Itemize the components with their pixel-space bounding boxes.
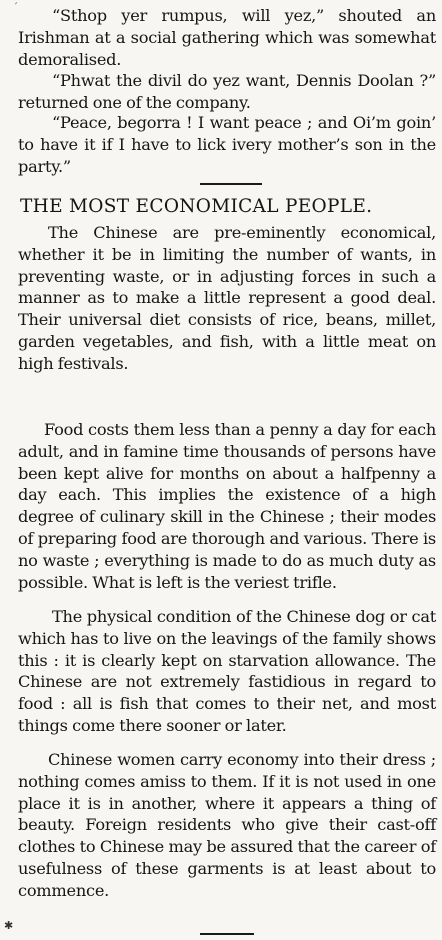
edge-tick-mark: ′: [15, 2, 18, 13]
article-title: THE MOST ECONOMICAL PEOPLE.: [20, 196, 373, 217]
joke-paragraph-1: “Sthop yer rumpus, will yez,” shouted an Irishman at a social gathering which was somewhat demoralised.: [18, 6, 436, 69]
article-paragraph-1: The Chinese are pre-eminently economical, whether it be in limiting the number of wants, in preventing waste, or in adjusting forces in such a manner as to make a little represent a good deal. Their universal diet consists of rice, beans, millet, garden vegetables, and fish, with a little meat on high festivals.: [18, 223, 436, 373]
section-divider-rule: [200, 183, 262, 185]
joke-paragraph-3: “Peace, begorra ! I want peace ; and Oi’m goin’ to have it if I have to lick ivery mother’s son in the party.”: [18, 113, 436, 176]
end-divider-rule: [200, 933, 254, 935]
asterisk-mark: ✱: [4, 919, 14, 932]
joke-paragraph-2: “Phwat the divil do yez want, Dennis Doolan ?” returned one of the company.: [18, 71, 436, 112]
article-paragraph-3: The physical condition of the Chinese dog or cat which has to live on the leavings of the family shows this : it is clearly kept on starvation allowance. The Chinese are not extremely fastidious in regard to food : all is fish that comes to their net, and most things come there sooner or later.: [18, 607, 436, 735]
article-paragraph-2: Food costs them less than a penny a day for each adult, and in famine time thousands of persons have been kept alive for months on about a halfpenny a day each. This implies the existence of a high degree of culinary skill in the Chinese ; their modes of preparing food are thorough and various. There is no waste ; everything is made to do as much duty as possible. What is left is the veriest trifle.: [18, 420, 436, 592]
article-paragraph-4: Chinese women carry economy into their dress ; nothing comes amiss to them. If it is not used in one place it is in another, where it appears a thing of beauty. Foreign residents who give their cast-off clothes to Chinese may be assured that the career of usefulness of these garments is at least about to commence.: [18, 750, 436, 900]
